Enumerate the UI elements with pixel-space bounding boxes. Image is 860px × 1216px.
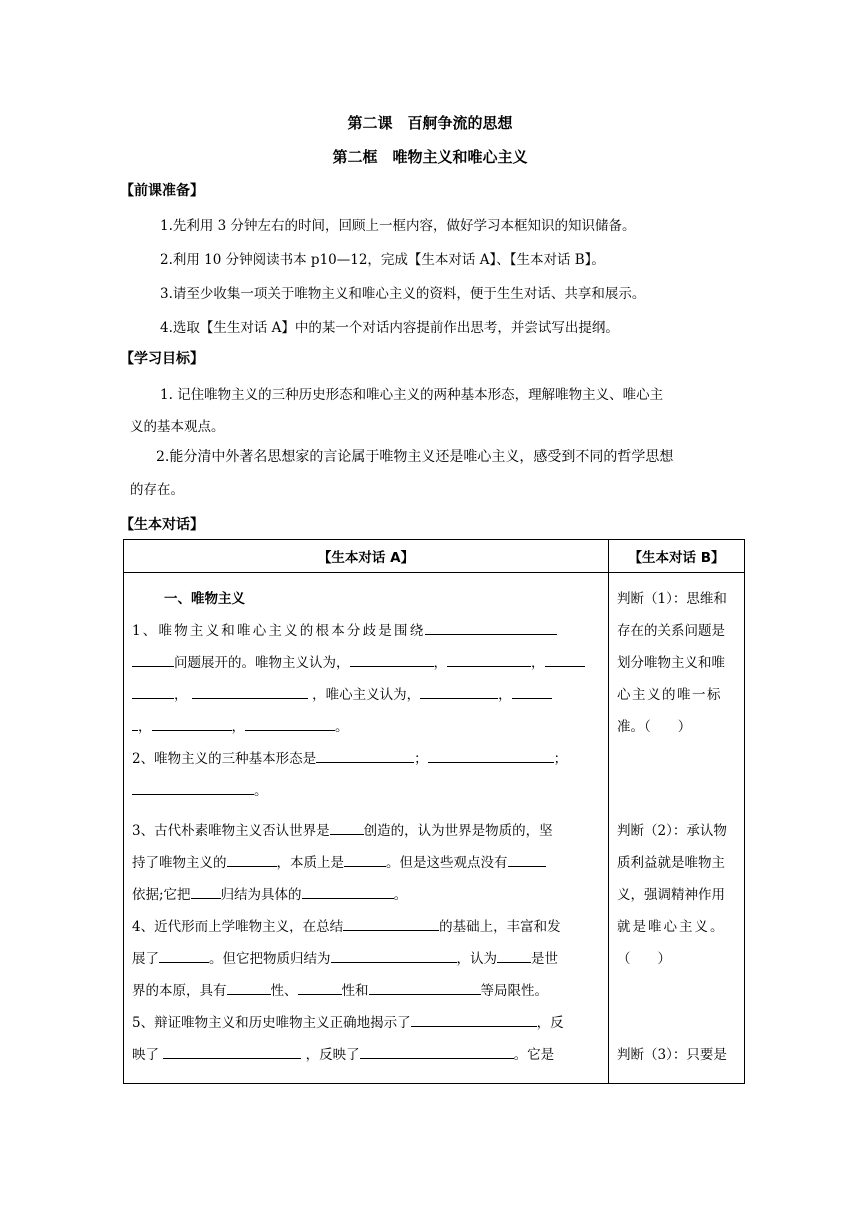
blank[interactable] — [316, 748, 414, 763]
blank[interactable] — [512, 684, 552, 699]
blank[interactable] — [360, 1044, 514, 1059]
blank[interactable] — [508, 852, 546, 867]
blank[interactable] — [132, 780, 254, 795]
judgment-2-line: （ ） — [617, 951, 671, 967]
judgment-1-line: 存在的关系问题是 — [617, 623, 725, 639]
judgment-1-line: 心主义的唯一标 — [617, 687, 722, 703]
judgment-3-line: 判断（3）：只要是 — [617, 1047, 727, 1063]
fill-line-14: 映了 ，反映了 。它是 — [132, 1043, 602, 1063]
prep-heading: 【前课准备】 — [120, 183, 204, 199]
prep-item: 3.请至少收集一项关于唯物主义和唯心主义的资料，便于生生对话、共享和展示。 — [160, 286, 646, 302]
blank[interactable] — [343, 916, 439, 931]
prep-item: 4.选取【生生对话 A】中的某一个对话内容提前作出思考，并尝试写出提纲。 — [160, 320, 619, 336]
subheading-materialism: 一、唯物主义 — [164, 591, 245, 607]
blank[interactable] — [159, 948, 209, 963]
blank[interactable] — [245, 716, 335, 731]
judgment-1-line: 判断（1）：思维和 — [617, 591, 727, 607]
lesson-title: 第二课 百舸争流的思想 — [347, 114, 513, 132]
fill-line-6: 。 — [132, 779, 602, 799]
goal-1-line-2: 义的基本观点。 — [130, 419, 225, 435]
blank[interactable] — [331, 948, 457, 963]
blank[interactable] — [350, 652, 434, 667]
blank[interactable] — [191, 884, 221, 899]
prep-item: 2.利用 10 分钟阅读书本 p10—12，完成【生本对话 A】、【生本对话 B】。 — [160, 252, 605, 268]
fill-line-7: 3、古代朴素唯物主义否认世界是 创造的，认为世界是物质的，坚 — [132, 819, 602, 839]
blank[interactable] — [152, 716, 232, 731]
goal-2-line-2: 的存在。 — [130, 482, 184, 498]
blank[interactable] — [302, 884, 394, 899]
blank[interactable] — [344, 852, 386, 867]
blank[interactable] — [163, 1044, 301, 1059]
goals-heading: 【学习目标】 — [120, 351, 204, 367]
section-title: 第二框 唯物主义和唯心主义 — [332, 148, 528, 166]
blank[interactable] — [192, 684, 308, 699]
fill-line-5: 2、唯物主义的三种基本形态是 ； ； — [132, 747, 602, 767]
fill-line-2: 问题展开的。唯物主义认为， ， ， — [132, 651, 602, 671]
blank[interactable] — [545, 652, 585, 667]
fill-line-10: 4、近代形而上学唯物主义，在总结 的基础上，丰富和发 — [132, 915, 602, 935]
column-header-a: 【生本对话 A】 — [124, 540, 609, 573]
blank[interactable] — [227, 852, 277, 867]
fill-line-1: 1、唯物主义和唯心主义的根本分歧是围绕 — [132, 619, 602, 639]
blank[interactable] — [428, 748, 554, 763]
prep-item: 1.先利用 3 分钟左右的时间，回顾上一框内容，做好学习本框知识的知识储备。 — [160, 218, 636, 234]
dialogue-heading: 【生本对话】 — [120, 517, 204, 533]
blank[interactable] — [497, 948, 531, 963]
fill-line-8: 持了唯物主义的 ，本质上是 。但是这些观点没有 — [132, 851, 602, 871]
judgment-2-line: 判断（2）：承认物 — [617, 823, 727, 839]
blank[interactable] — [132, 652, 174, 667]
judgment-1-line: 划分唯物主义和唯 — [617, 655, 725, 671]
blank[interactable] — [369, 980, 481, 995]
blank[interactable] — [411, 1012, 537, 1027]
dialogue-a-cell — [124, 573, 609, 1084]
goal-1-line-1: 1. 记住唯物主义的三种历史形态和唯心主义的两种基本形态，理解唯物主义、唯心主 — [160, 387, 664, 403]
dialogue-table — [123, 539, 745, 1084]
judgment-2-line: 质利益就是唯物主 — [617, 855, 725, 871]
judgment-1-line: 准。（ ） — [617, 719, 692, 735]
blank[interactable] — [227, 980, 271, 995]
blank[interactable] — [298, 980, 342, 995]
fill-line-4: ， ， 。 — [132, 715, 602, 735]
blank[interactable] — [132, 684, 174, 699]
goal-2-line-1: 2.能分清中外著名思想家的言论属于唯物主义还是唯心主义，感受到不同的哲学思想 — [156, 449, 674, 465]
blank[interactable] — [132, 716, 138, 731]
fill-line-9: 依据;它把 归结为具体的 。 — [132, 883, 602, 903]
blank[interactable] — [425, 620, 557, 635]
blank[interactable] — [420, 684, 498, 699]
fill-line-12: 界的本原，具有 性、 性和 等局限性。 — [132, 979, 602, 999]
fill-line-13: 5、辩证唯物主义和历史唯物主义正确地揭示了 ，反 — [132, 1011, 602, 1031]
blank[interactable] — [330, 820, 364, 835]
fill-line-3: ， ，唯心主义认为， ， — [132, 683, 602, 703]
blank[interactable] — [447, 652, 531, 667]
fill-line-11: 展了 。但它把物质归结为 ，认为 是世 — [132, 947, 602, 967]
column-header-b: 【生本对话 B】 — [609, 540, 745, 573]
judgment-2-line: 就是唯心主义。 — [617, 919, 726, 935]
dialogue-b-cell — [609, 573, 745, 1084]
judgment-2-line: 义，强调精神作用 — [617, 887, 725, 903]
